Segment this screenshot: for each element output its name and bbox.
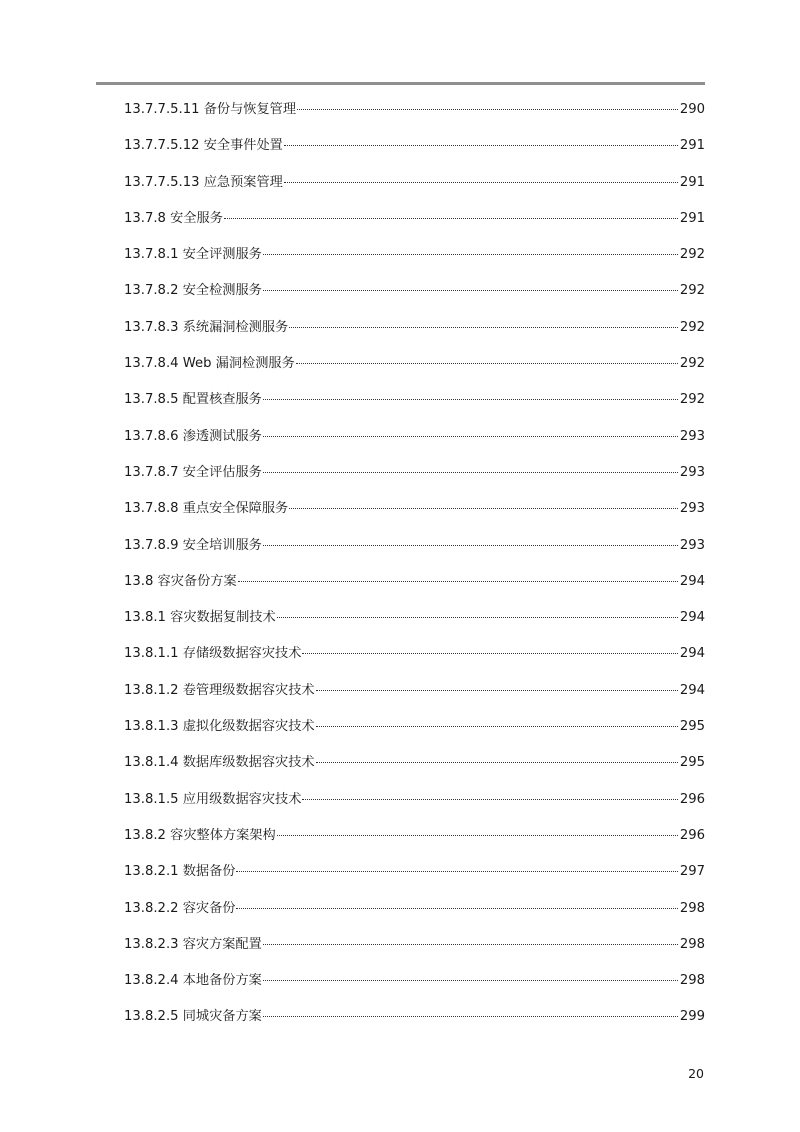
- toc-entry[interactable]: [124, 709, 705, 745]
- toc-entry-page: 292: [679, 356, 705, 372]
- toc-entry[interactable]: [124, 745, 705, 781]
- toc-entry-title: 13.7.8.5 配置核查服务: [124, 392, 262, 408]
- toc-entry-page: 295: [679, 719, 705, 735]
- toc-entry-title: 13.8.2.3 容灾方案配置: [124, 936, 262, 952]
- toc-entry-page: 295: [679, 755, 705, 771]
- toc-leader-dots: [263, 472, 678, 473]
- toc-entry-title: 13.8.1.3 虚拟化级数据容灾技术: [124, 719, 315, 735]
- toc-leader-dots: [316, 690, 678, 691]
- toc-leader-dots: [263, 1016, 678, 1017]
- toc-entry-page: 293: [679, 464, 705, 480]
- toc-entry[interactable]: [124, 891, 705, 927]
- toc-entry-title: 13.8.1.5 应用级数据容灾技术: [124, 791, 302, 807]
- toc-entry[interactable]: [124, 854, 705, 890]
- toc-leader-dots: [236, 908, 677, 909]
- toc-entry-title: 13.8.1.2 卷管理级数据容灾技术: [124, 682, 315, 698]
- toc-entry[interactable]: [124, 237, 705, 273]
- toc-entry[interactable]: [124, 600, 705, 636]
- toc-entry[interactable]: [124, 382, 705, 418]
- toc-entry-title: 13.8.2 容灾整体方案架构: [124, 827, 276, 843]
- toc-entry-title: 13.7.8.3 系统漏洞检测服务: [124, 319, 289, 335]
- toc-entry-title: 13.8.2.2 容灾备份: [124, 900, 236, 916]
- toc-entry-title: 13.8.2.4 本地备份方案: [124, 973, 262, 989]
- toc-entry-title: 13.7.7.5.12 安全事件处置: [124, 138, 283, 154]
- toc-leader-dots: [277, 617, 678, 618]
- toc-entry[interactable]: [124, 818, 705, 854]
- toc-entry-page: 296: [679, 791, 705, 807]
- toc-leader-dots: [277, 835, 678, 836]
- toc-entry-title: 13.8.2.1 数据备份: [124, 864, 236, 880]
- toc-entry[interactable]: [124, 963, 705, 999]
- toc-entry-title: 13.7.8.1 安全评测服务: [124, 247, 262, 263]
- toc-leader-dots: [263, 436, 678, 437]
- toc-entry-title: 13.8.2.5 同城灾备方案: [124, 1009, 262, 1025]
- toc-entry[interactable]: [124, 419, 705, 455]
- toc-entry[interactable]: [124, 201, 705, 237]
- toc-leader-dots: [284, 182, 678, 183]
- toc-entry-title: 13.7.7.5.13 应急预案管理: [124, 174, 283, 190]
- toc-entry-page: 294: [679, 610, 705, 626]
- toc-entry-page: 294: [679, 682, 705, 698]
- toc-entry-page: 294: [679, 573, 705, 589]
- toc-entry-page: 291: [679, 210, 705, 226]
- toc-entry[interactable]: [124, 455, 705, 491]
- toc-leader-dots: [263, 545, 678, 546]
- toc-entry[interactable]: [124, 273, 705, 309]
- toc-leader-dots: [296, 363, 678, 364]
- toc-leader-dots: [263, 290, 678, 291]
- toc-entry-page: 294: [679, 646, 705, 662]
- toc-leader-dots: [263, 399, 678, 400]
- toc-entry[interactable]: [124, 310, 705, 346]
- toc-entry[interactable]: [124, 528, 705, 564]
- toc-entry-title: 13.7.7.5.11 备份与恢复管理: [124, 102, 297, 117]
- toc-leader-dots: [297, 109, 678, 110]
- toc-entry-page: 293: [679, 501, 705, 517]
- toc-leader-dots: [238, 581, 678, 582]
- toc-leader-dots: [263, 980, 678, 981]
- toc-entry-page: 298: [679, 900, 705, 916]
- toc-leader-dots: [302, 799, 677, 800]
- toc-entry-page: 298: [679, 936, 705, 952]
- toc-entry[interactable]: [124, 128, 705, 164]
- toc-entry-title: 13.7.8.6 渗透测试服务: [124, 428, 262, 444]
- toc-entry-title: 13.7.8.4 Web 漏洞检测服务: [124, 356, 295, 372]
- toc-entry[interactable]: [124, 165, 705, 201]
- toc-entry-title: 13.7.8 安全服务: [124, 210, 223, 226]
- toc-entry-page: 292: [679, 319, 705, 335]
- toc-leader-dots: [289, 508, 678, 509]
- table-of-contents: [124, 92, 705, 1036]
- toc-entry[interactable]: [124, 564, 705, 600]
- toc-leader-dots: [263, 944, 678, 945]
- toc-entry-page: 296: [679, 827, 705, 843]
- toc-entry-title: 13.8.1.1 存储级数据容灾技术: [124, 646, 302, 662]
- toc-entry-page: 291: [679, 174, 705, 190]
- toc-leader-dots: [236, 871, 677, 872]
- toc-leader-dots: [263, 254, 678, 255]
- toc-leader-dots: [316, 762, 678, 763]
- toc-leader-dots: [284, 145, 678, 146]
- page-number: 20: [688, 1066, 704, 1081]
- toc-entry-page: 292: [679, 392, 705, 408]
- toc-entry-page: 299: [679, 1009, 705, 1025]
- toc-entry-title: 13.8 容灾备份方案: [124, 573, 237, 589]
- toc-leader-dots: [302, 653, 677, 654]
- toc-entry[interactable]: [124, 927, 705, 963]
- toc-entry-title: 13.8.1.4 数据库级数据容灾技术: [124, 755, 315, 771]
- toc-entry-page: 291: [679, 138, 705, 154]
- toc-entry-page: 292: [679, 247, 705, 263]
- toc-entry-page: 297: [679, 864, 705, 880]
- toc-entry[interactable]: [124, 346, 705, 382]
- toc-entry-page: 298: [679, 973, 705, 989]
- toc-entry-page: 293: [679, 537, 705, 553]
- toc-entry-title: 13.7.8.2 安全检测服务: [124, 283, 262, 299]
- toc-entry[interactable]: [124, 636, 705, 672]
- toc-leader-dots: [316, 726, 678, 727]
- toc-entry-page: 292: [679, 283, 705, 299]
- toc-entry[interactable]: [124, 673, 705, 709]
- toc-entry[interactable]: [124, 782, 705, 818]
- toc-entry[interactable]: [124, 491, 705, 527]
- toc-entry-page: 290: [679, 102, 705, 117]
- toc-entry[interactable]: [124, 999, 705, 1035]
- header-rule: [96, 82, 705, 85]
- toc-entry-title: 13.7.8.8 重点安全保障服务: [124, 501, 289, 517]
- toc-entry-page: 293: [679, 428, 705, 444]
- toc-entry-title: 13.7.8.7 安全评估服务: [124, 464, 262, 480]
- toc-entry-title: 13.8.1 容灾数据复制技术: [124, 610, 276, 626]
- toc-entry[interactable]: [124, 92, 705, 128]
- toc-leader-dots: [224, 218, 678, 219]
- toc-entry-title: 13.7.8.9 安全培训服务: [124, 537, 262, 553]
- toc-leader-dots: [289, 327, 678, 328]
